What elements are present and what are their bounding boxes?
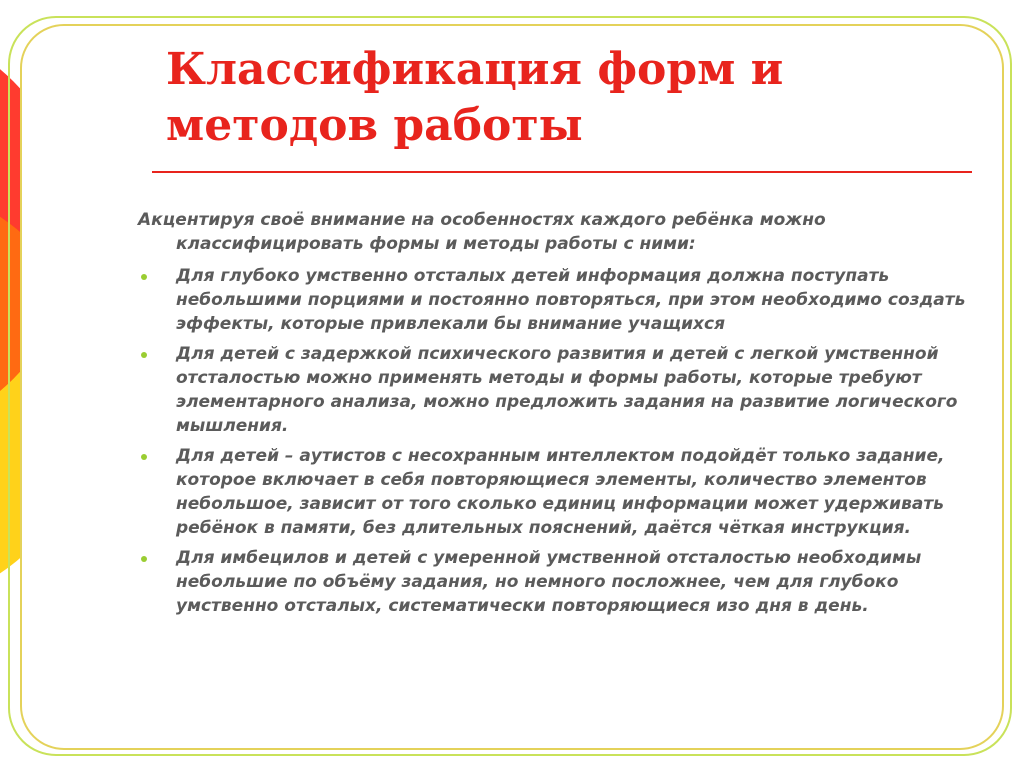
bullet-text: Для детей – аутистов с несохранным интеллектом подойдёт только задание, которое включает в себя повторяющиеся элементы, количество элементов небольшое, зависит от того сколько единиц информации может удерживать ребёнок в памяти, без длительных пояснений, даётся чёткая инструкция.	[176, 446, 945, 538]
bullet-list	[138, 264, 978, 618]
bullet-item	[138, 546, 978, 618]
bullet-item	[138, 444, 978, 540]
bullet-text: Для детей с задержкой психического развития и детей с легкой умственной отсталостью можно применять методы и формы работы, которые требуют элементарного анализа, можно предложить задания на развитие логического мышления.	[176, 344, 958, 436]
bullet-dot-icon	[141, 274, 147, 280]
bullet-text: Для глубоко умственно отсталых детей информация должна поступать небольшими порциями и постоянно повторяться, при этом необходимо создать эффекты, которые привлекали бы внимание учащихся	[176, 266, 966, 334]
bullet-item	[138, 342, 978, 438]
bullet-text: Для имбецилов и детей с умеренной умственной отсталостью необходимы небольшие по объёму задания, но немного посложнее, чем для глубоко умственно отсталых, систематически повторяющиеся изо дня в день.	[176, 548, 922, 616]
bullet-item	[138, 264, 978, 336]
bullet-dot-icon	[141, 454, 147, 460]
slide-title: Классификация форм и методов работы	[166, 44, 784, 151]
bullet-dot-icon	[141, 352, 147, 358]
slide-content	[138, 208, 978, 624]
bullet-dot-icon	[141, 556, 147, 562]
title-underline	[152, 171, 972, 173]
intro-text: Акцентируя своё внимание на особенностях каждого ребёнка можно классифицировать формы и методы работы с ними:	[138, 210, 826, 254]
